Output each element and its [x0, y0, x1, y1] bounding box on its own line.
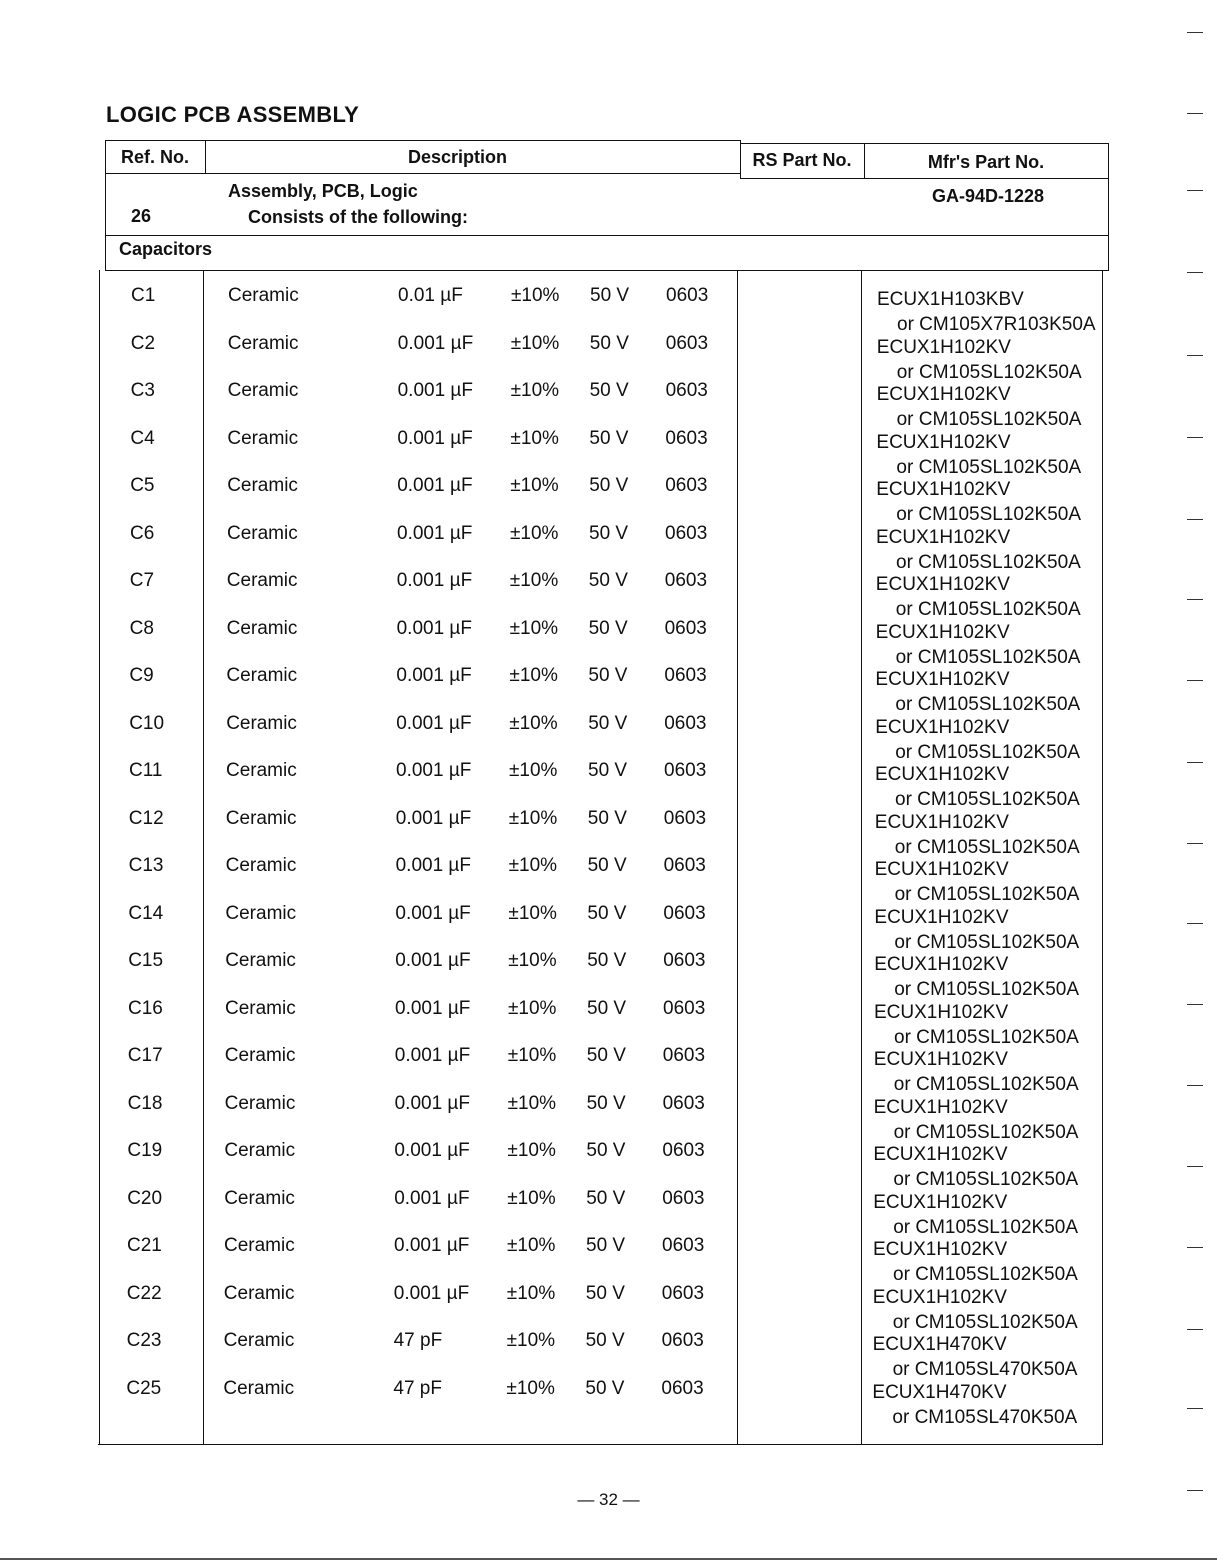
- row-type: Ceramic: [227, 380, 299, 401]
- row-mfr-alternate: or CM105SL102K50A: [893, 1169, 1079, 1190]
- row-mfr-part: ECUX1H470KV: [872, 1381, 1007, 1403]
- row-mfr-alternate: or CM105SL102K50A: [895, 599, 1081, 620]
- row-value: 0.001 µF: [397, 475, 473, 496]
- row-ref: C23: [126, 1330, 162, 1351]
- row-tolerance: ±10%: [508, 902, 557, 924]
- row-mfr-alternate: or CM105SL102K50A: [893, 1121, 1079, 1143]
- row-ref: C13: [128, 855, 164, 876]
- row-voltage: 50 V: [585, 1330, 625, 1351]
- header-ref-no: Ref. No.: [120, 147, 189, 167]
- row-mfr-alternate: or CM105SL102K50A: [894, 931, 1080, 953]
- header-mfr-part-no: Mfr's Part No.: [927, 152, 1045, 172]
- header-bottom-rule-right: [740, 178, 1109, 179]
- row-value: 0.001 µF: [394, 1235, 470, 1256]
- row-ref: C1: [131, 285, 156, 306]
- margin-tick: [1187, 113, 1203, 114]
- row-tolerance: ±10%: [506, 1330, 556, 1351]
- row-value: 0.001 µF: [397, 427, 473, 449]
- row-mfr-part: ECUX1H102KV: [873, 1239, 1008, 1260]
- row-tolerance: ±10%: [510, 522, 559, 544]
- row-mfr-part: ECUX1H102KV: [874, 859, 1009, 880]
- row-voltage: 50 V: [587, 950, 627, 971]
- assembly-mfr-part: GA-94D-1228: [932, 186, 1045, 206]
- row-mfr-alternate: or CM105SL102K50A: [896, 504, 1082, 525]
- row-size: 0603: [665, 427, 708, 449]
- row-tolerance: ±10%: [508, 855, 558, 876]
- row-value: 0.001 µF: [394, 1045, 471, 1066]
- margin-tick: [1187, 923, 1203, 924]
- row-mfr-part: ECUX1H102KV: [874, 906, 1009, 928]
- row-mfr-part: ECUX1H102KV: [875, 669, 1010, 690]
- row-mfr-alternate: or CM105SL470K50A: [892, 1359, 1078, 1380]
- row-voltage: 50 V: [589, 522, 629, 544]
- row-mfr-part: ECUX1H102KV: [874, 811, 1009, 833]
- table-top-rule-left: [105, 140, 741, 141]
- margin-tick: [1187, 1329, 1203, 1330]
- margin-tick: [1187, 599, 1203, 600]
- row-ref: C17: [127, 1045, 163, 1066]
- row-ref: C16: [128, 997, 163, 1019]
- row-ref: C14: [128, 902, 164, 924]
- margin-tick: [1187, 1004, 1203, 1005]
- row-size: 0603: [661, 1282, 705, 1304]
- row-value: 0.001 µF: [397, 380, 473, 401]
- row-tolerance: ±10%: [507, 1045, 557, 1066]
- row-tolerance: ±10%: [507, 1187, 556, 1209]
- row-mfr-alternate: or CM105SL102K50A: [896, 361, 1082, 383]
- row-voltage: 50 V: [585, 1282, 625, 1304]
- row-type: Ceramic: [227, 332, 299, 354]
- row-ref: C2: [130, 332, 156, 354]
- row-mfr-part: ECUX1H103KBV: [877, 289, 1024, 310]
- rs-col-divider: [861, 270, 862, 1445]
- row-mfr-part: ECUX1H102KV: [876, 526, 1011, 548]
- row-ref: C22: [126, 1282, 162, 1304]
- row-size: 0603: [663, 902, 706, 924]
- row-mfr-alternate: or CM105SL102K50A: [894, 979, 1080, 1000]
- row-voltage: 50 V: [586, 1187, 626, 1209]
- row-tolerance: ±10%: [510, 380, 560, 401]
- row-mfr-alternate: or CM105SL102K50A: [894, 884, 1080, 905]
- row-voltage: 50 V: [585, 1377, 625, 1399]
- row-tolerance: ±10%: [508, 807, 558, 829]
- margin-tick: [1187, 32, 1203, 33]
- row-value: 0.001 µF: [395, 807, 472, 829]
- row-type: Ceramic: [224, 1045, 296, 1066]
- row-size: 0603: [664, 665, 707, 686]
- row-size: 0603: [664, 570, 708, 591]
- row-tolerance: ±10%: [507, 1235, 556, 1256]
- row-size: 0603: [665, 522, 708, 544]
- row-ref: C21: [127, 1235, 162, 1256]
- section-heading: Capacitors: [119, 239, 213, 259]
- row-ref: C12: [128, 807, 164, 829]
- row-type: Ceramic: [226, 712, 297, 734]
- row-ref: C15: [128, 950, 164, 971]
- row-voltage: 50 V: [588, 617, 628, 639]
- row-mfr-alternate: or CM105SL102K50A: [893, 1074, 1079, 1095]
- row-mfr-part: ECUX1H102KV: [876, 384, 1011, 405]
- row-size: 0603: [661, 1377, 704, 1399]
- row-tolerance: ±10%: [510, 475, 559, 496]
- margin-tick: [1187, 762, 1203, 763]
- row-value: 47 pF: [393, 1330, 443, 1351]
- row-mfr-part: ECUX1H102KV: [874, 954, 1009, 975]
- row-voltage: 50 V: [589, 427, 629, 449]
- row-type: Ceramic: [227, 427, 299, 449]
- margin-tick: [1187, 1085, 1203, 1086]
- row-ref: C10: [129, 712, 165, 734]
- assembly-consists: Consists of the following:: [248, 207, 468, 227]
- row-type: Ceramic: [227, 475, 298, 496]
- row-size: 0603: [662, 1187, 705, 1209]
- row-size: 0603: [664, 617, 707, 639]
- row-mfr-part: ECUX1H102KV: [875, 716, 1010, 738]
- row-type: Ceramic: [223, 1330, 295, 1351]
- row-value: 0.001 µF: [397, 522, 473, 544]
- row-voltage: 50 V: [586, 1045, 626, 1066]
- row-mfr-alternate: or CM105X7R103K50A: [897, 314, 1096, 335]
- row-mfr-alternate: or CM105SL102K50A: [893, 1264, 1078, 1285]
- row-value: 0.001 µF: [396, 712, 472, 734]
- row-voltage: 50 V: [586, 1140, 626, 1161]
- page-bottom-rule: [0, 1558, 1217, 1560]
- row-mfr-part: ECUX1H102KV: [876, 336, 1011, 358]
- row-tolerance: ±10%: [507, 1092, 557, 1114]
- margin-tick: [1187, 437, 1203, 438]
- row-ref: C3: [130, 380, 155, 401]
- margin-tick: [1187, 843, 1203, 844]
- row-tolerance: ±10%: [508, 950, 557, 971]
- row-mfr-alternate: or CM105SL470K50A: [892, 1406, 1078, 1428]
- row-tolerance: ±10%: [507, 1140, 556, 1161]
- row-ref: C20: [127, 1187, 163, 1209]
- row-size: 0603: [664, 712, 707, 734]
- header-description: Description: [407, 147, 508, 167]
- row-tolerance: ±10%: [506, 1377, 555, 1399]
- row-value: 0.001 µF: [395, 950, 471, 971]
- row-tolerance: ±10%: [511, 285, 560, 306]
- row-value: 0.001 µF: [395, 855, 471, 876]
- row-value: 47 pF: [393, 1377, 442, 1399]
- row-type: Ceramic: [226, 617, 298, 639]
- table-bottom-rule: [98, 1444, 1103, 1445]
- row-size: 0603: [662, 1092, 705, 1114]
- row-value: 0.001 µF: [394, 1092, 470, 1114]
- margin-tick: [1187, 680, 1203, 681]
- row-size: 0603: [663, 855, 706, 876]
- table-right-border: [1102, 270, 1103, 1445]
- margin-tick: [1187, 1247, 1203, 1248]
- row-voltage: 50 V: [588, 570, 628, 591]
- row-voltage: 50 V: [586, 1235, 626, 1256]
- row-tolerance: ±10%: [509, 665, 558, 686]
- row-voltage: 50 V: [587, 997, 627, 1019]
- row-voltage: 50 V: [589, 475, 629, 496]
- row-ref: C4: [130, 427, 155, 449]
- row-ref: C25: [126, 1377, 162, 1399]
- row-size: 0603: [663, 950, 706, 971]
- row-size: 0603: [661, 1330, 704, 1351]
- row-mfr-part: ECUX1H102KV: [875, 621, 1010, 643]
- margin-tick: [1187, 190, 1203, 191]
- row-mfr-part: ECUX1H102KV: [876, 431, 1011, 453]
- row-size: 0603: [664, 760, 707, 781]
- row-voltage: 50 V: [590, 285, 630, 306]
- row-mfr-alternate: or CM105SL102K50A: [894, 836, 1080, 858]
- row-value: 0.001 µF: [397, 332, 474, 354]
- row-value: 0.001 µF: [395, 902, 471, 924]
- row-mfr-part: ECUX1H102KV: [873, 1049, 1008, 1070]
- row-tolerance: ±10%: [509, 712, 558, 734]
- assembly-bottom-rule: [105, 235, 1109, 236]
- ref-col-divider: [203, 270, 204, 1445]
- row-mfr-part: ECUX1H102KV: [873, 1144, 1008, 1165]
- section-bottom-rule: [105, 270, 1109, 271]
- row-mfr-part: ECUX1H102KV: [872, 1286, 1007, 1308]
- row-ref: C5: [130, 475, 155, 496]
- row-tolerance: ±10%: [508, 997, 557, 1019]
- row-value: 0.001 µF: [396, 617, 472, 639]
- row-size: 0603: [663, 807, 707, 829]
- row-value: 0.001 µF: [394, 1187, 470, 1209]
- row-size: 0603: [662, 1140, 705, 1161]
- row-value: 0.001 µF: [395, 997, 471, 1019]
- row-type: Ceramic: [224, 1092, 296, 1114]
- assembly-ref: 26: [131, 206, 152, 226]
- row-voltage: 50 V: [587, 855, 627, 876]
- row-voltage: 50 V: [588, 665, 628, 686]
- row-size: 0603: [662, 1045, 706, 1066]
- row-tolerance: ±10%: [510, 427, 559, 449]
- row-mfr-alternate: or CM105SL102K50A: [895, 694, 1081, 715]
- margin-tick: [1187, 1166, 1203, 1167]
- row-mfr-alternate: or CM105SL102K50A: [893, 1216, 1079, 1238]
- row-size: 0603: [665, 332, 709, 354]
- row-mfr-part: ECUX1H102KV: [874, 1001, 1009, 1023]
- row-type: Ceramic: [226, 760, 297, 781]
- row-mfr-alternate: or CM105SL102K50A: [894, 1026, 1079, 1048]
- row-mfr-alternate: or CM105SL102K50A: [896, 409, 1082, 430]
- table-left-border: [99, 270, 100, 1445]
- row-ref: C9: [129, 665, 154, 686]
- row-tolerance: ±10%: [509, 617, 559, 639]
- row-mfr-part: ECUX1H470KV: [872, 1334, 1007, 1355]
- row-voltage: 50 V: [586, 1092, 626, 1114]
- row-ref: C8: [129, 617, 154, 639]
- row-voltage: 50 V: [588, 760, 628, 781]
- margin-tick: [1187, 519, 1203, 520]
- row-mfr-alternate: or CM105SL102K50A: [896, 551, 1081, 573]
- row-type: Ceramic: [225, 807, 297, 829]
- row-mfr-part: ECUX1H102KV: [876, 479, 1011, 500]
- page-title: LOGIC PCB ASSEMBLY: [106, 102, 360, 127]
- row-ref: C11: [129, 760, 163, 781]
- row-type: Ceramic: [224, 1140, 296, 1161]
- row-tolerance: ±10%: [506, 1282, 556, 1304]
- row-value: 0.001 µF: [394, 1140, 470, 1161]
- row-type: Ceramic: [225, 997, 296, 1019]
- row-value: 0.001 µF: [393, 1282, 470, 1304]
- header-rs-part-no: RS Part No.: [752, 150, 852, 170]
- row-ref: C6: [130, 522, 155, 544]
- table-right-border-top: [1108, 143, 1109, 271]
- row-type: Ceramic: [224, 1235, 295, 1256]
- row-type: Ceramic: [228, 285, 299, 306]
- row-ref: C7: [129, 570, 155, 591]
- row-ref: C19: [127, 1140, 163, 1161]
- header-bottom-rule-left: [105, 173, 741, 174]
- margin-tick: [1187, 272, 1203, 273]
- row-size: 0603: [666, 285, 709, 306]
- row-voltage: 50 V: [587, 902, 627, 924]
- desc-col-divider: [737, 270, 738, 1445]
- row-type: Ceramic: [227, 522, 298, 544]
- row-tolerance: ±10%: [509, 760, 558, 781]
- margin-tick: [1187, 1408, 1203, 1409]
- row-mfr-part: ECUX1H102KV: [873, 1096, 1008, 1118]
- row-type: Ceramic: [226, 570, 298, 591]
- row-mfr-alternate: or CM105SL102K50A: [892, 1311, 1078, 1333]
- row-mfr-part: ECUX1H102KV: [875, 764, 1010, 785]
- page-number: — 32 —: [577, 1490, 640, 1509]
- row-type: Ceramic: [225, 902, 297, 924]
- row-type: Ceramic: [226, 665, 298, 686]
- row-type: Ceramic: [225, 855, 297, 876]
- row-value: 0.001 µF: [396, 665, 472, 686]
- row-size: 0603: [665, 380, 708, 401]
- row-value: 0.001 µF: [396, 760, 472, 781]
- row-value: 0.01 µF: [398, 285, 463, 306]
- row-voltage: 50 V: [587, 807, 627, 829]
- row-mfr-alternate: or CM105SL102K50A: [895, 741, 1081, 763]
- row-type: Ceramic: [225, 950, 296, 971]
- row-type: Ceramic: [224, 1187, 295, 1209]
- row-voltage: 50 V: [589, 380, 629, 401]
- row-type: Ceramic: [223, 1282, 295, 1304]
- row-mfr-part: ECUX1H102KV: [875, 574, 1010, 595]
- row-tolerance: ±10%: [510, 332, 560, 354]
- row-size: 0603: [665, 475, 708, 496]
- row-value: 0.001 µF: [396, 570, 473, 591]
- row-tolerance: ±10%: [509, 570, 559, 591]
- row-type: Ceramic: [223, 1377, 295, 1399]
- row-mfr-alternate: or CM105SL102K50A: [896, 456, 1082, 478]
- assembly-description: Assembly, PCB, Logic: [228, 181, 418, 201]
- row-voltage: 50 V: [588, 712, 628, 734]
- row-ref: C18: [127, 1092, 163, 1114]
- row-size: 0603: [663, 997, 706, 1019]
- margin-tick: [1187, 355, 1203, 356]
- row-mfr-alternate: or CM105SL102K50A: [895, 789, 1080, 810]
- row-mfr-part: ECUX1H102KV: [873, 1191, 1008, 1213]
- row-voltage: 50 V: [589, 332, 629, 354]
- table-top-rule-right: [740, 143, 1109, 144]
- row-size: 0603: [662, 1235, 705, 1256]
- row-mfr-alternate: or CM105SL102K50A: [895, 646, 1081, 668]
